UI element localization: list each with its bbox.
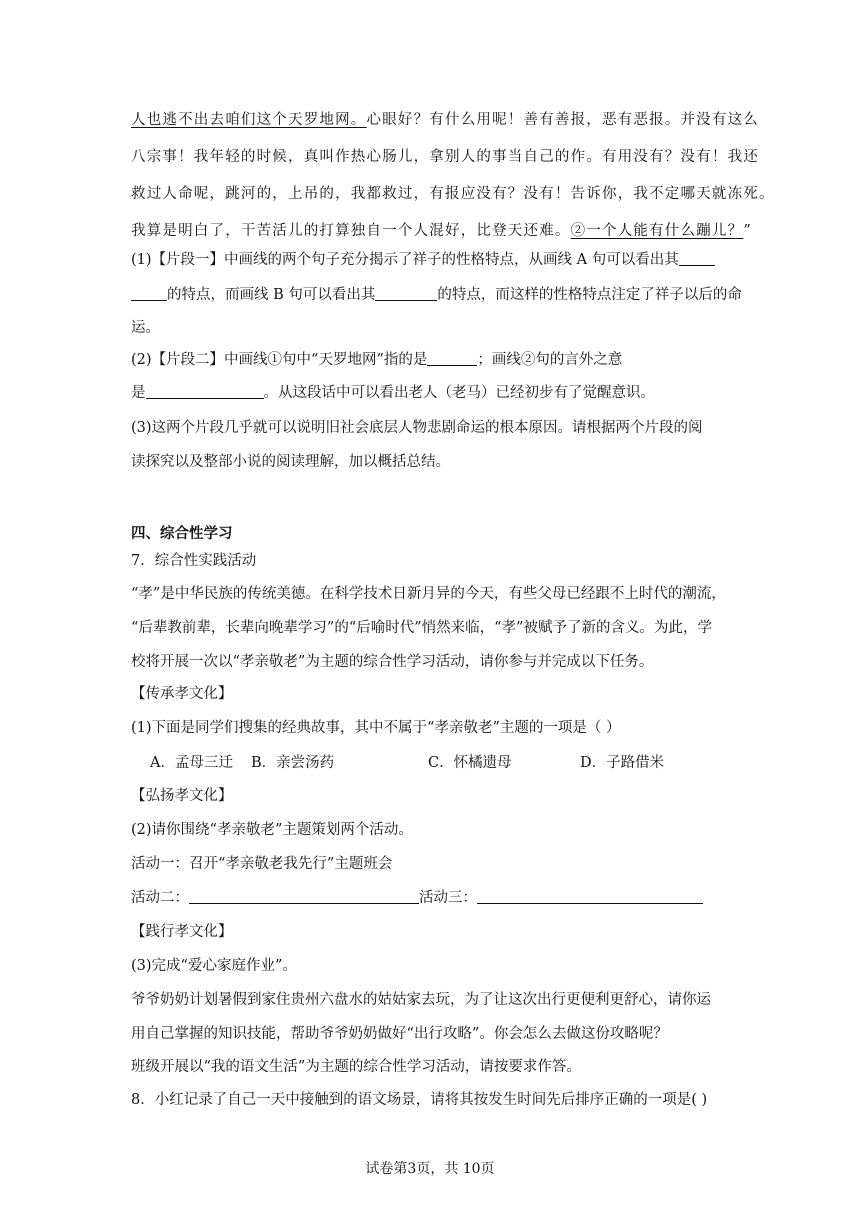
activity-two-label: 活动二： [131,890,189,906]
option-c[interactable]: C．怀橘遗母 [428,755,512,771]
activity-three-label: 活动三： [419,890,477,906]
passage-line-4 [131,221,752,241]
answer-blank[interactable] [131,286,167,301]
activity-blanks-line [131,888,731,908]
q6-2-text: 是 [131,385,146,401]
option-b[interactable]: B．亲尝汤药 [251,755,335,771]
activity-two-blank[interactable] [189,889,419,904]
class-activity-intro: 班级开展以“我的语文生活”为主题的综合性学习活动，请按要求作答。 [131,1059,581,1075]
answer-blank[interactable] [427,351,477,366]
q6-2-text: (2)【片段二】中画线①句中“天罗地网”指的是 [131,352,428,368]
q6-1-text: 的特点，而画线 B 句可以看出其 [167,287,376,303]
passage-text: 我算是明白了，干苦活儿的打算独自一个人混好，比登天还难。 [131,223,571,239]
underlined-sentence-1: 人也逃不出去咱们这个天罗地网。 [131,112,367,128]
q6-1-text: (1)【片段一】中画线的两个句子充分揭示了祥子的性格特点，从画线 A 句可以看出其 [131,252,679,268]
q6-1-line-3: 运。 [131,320,160,336]
answer-blank[interactable] [679,251,715,266]
answer-blank[interactable] [375,286,437,301]
passage-line-1 [131,110,759,130]
answer-blank[interactable] [146,384,264,399]
subheading-promote: 【弘扬孝文化】 [131,788,233,804]
page-footer: 试卷第3页，共 10页 [365,1161,495,1177]
q7-2-text: (2)请你围绕“孝亲敬老”主题策划两个活动。 [131,822,413,838]
passage-line-2: 八宗事！我年轻的时候，真叫作热心肠儿，拿别人的事当自己的作。有用没有？没有！我还 [131,149,759,165]
question-7-title: 7．综合性实践活动 [131,553,257,569]
passage-text: 心眼好？有什么用呢！善有善报，恶有恶报。并没有这么 [366,112,759,128]
q6-1-line-1 [131,250,731,270]
subheading-practice: 【践行孝文化】 [131,924,233,940]
question-8-text: 8．小红记录了自己一天中接触到的语文场景，请将其按发生时间先后排序正确的一项是( ) [131,1092,708,1108]
q7-1-text: (1)下面是同学们搜集的经典故事，其中不属于“孝亲敬老”主题的一项是（ ） [131,720,621,736]
q7-intro-line-2: “后辈教前辈，长辈向晚辈学习”的“后喻时代”悄然来临，“孝”被赋予了新的含义。为此，学 [131,620,712,636]
q6-3-line-1: (3)这两个片段几乎就可以说明旧社会底层人物悲剧命运的根本原因。请根据两个片段的阅 [131,420,703,436]
q6-2-line-2 [131,383,731,403]
section-heading: 四、综合性学习 [131,525,233,542]
q6-1-line-2 [131,285,742,305]
q6-2-text: ；画线②句的言外之意 [477,352,623,368]
underlined-sentence-2: ②一个人能有什么蹦儿？ [570,223,744,239]
q7-3-text: (3)完成“爱心家庭作业”。 [131,958,297,974]
q6-1-text: 的特点，而这样的性格特点注定了祥子以后的命 [437,287,742,303]
q7-intro-line-3: 校将开展一次以“孝亲敬老”为主题的综合性学习活动，请你参与并完成以下任务。 [131,654,654,670]
passage-line-3: 救过人命呢，跳河的，上吊的，我都救过，有报应没有？没有！告诉你，我不定哪天就冻死。 [131,186,775,202]
closing-quote: ” [743,223,752,239]
subheading-inherit: 【传承孝文化】 [131,686,233,702]
q6-3-line-2: 读探究以及整部小说的阅读理解，加以概括总结。 [131,454,450,470]
q6-2-line-1 [131,350,731,370]
activity-three-blank[interactable] [477,889,703,904]
q7-3-body-line-2: 用自己掌握的知识技能，帮助爷爷奶奶做好“出行攻略”。你会怎么去做这份攻略呢？ [131,1026,668,1042]
option-d[interactable]: D．子路借米 [580,755,665,771]
q7-intro-line-1: “孝”是中华民族的传统美德。在科学技术日新月异的今天，有些父母已经跟不上时代的潮流， [131,586,726,602]
q7-3-body-line-1: 爷爷奶奶计划暑假到家住贵州六盘水的姑姑家去玩，为了让这次出行更便利更舒心，请你运 [131,992,711,1008]
activity-one: 活动一：召开“孝亲敬老我先行”主题班会 [131,856,393,872]
q6-2-text: 。从这段话中可以看出老人（老马）已经初步有了觉醒意识。 [263,385,655,401]
option-a[interactable]: A．孟母三迁 [150,755,233,771]
